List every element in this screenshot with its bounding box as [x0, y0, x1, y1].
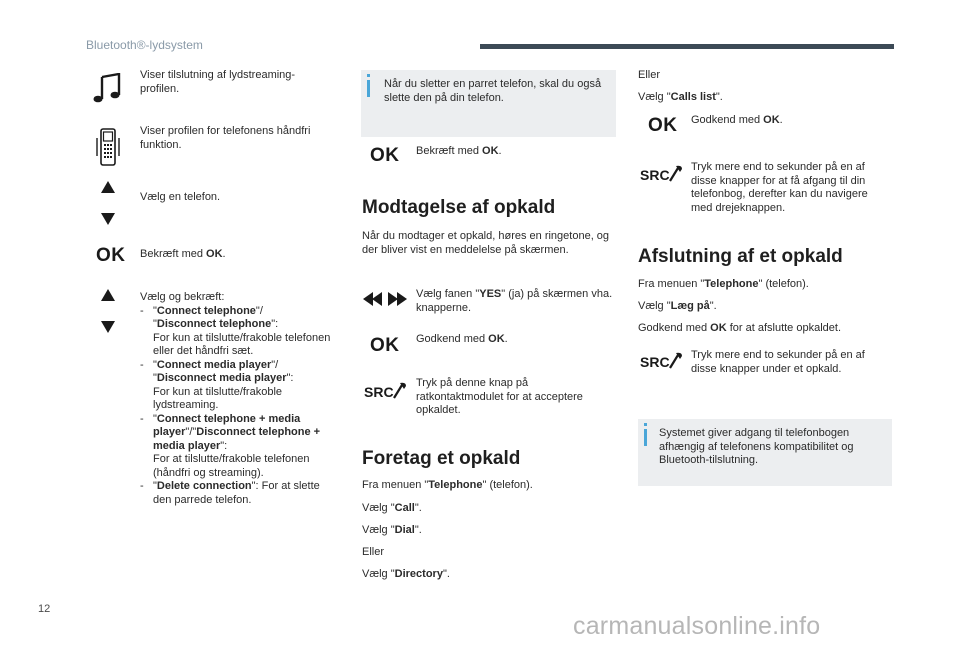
option-connect-telephone-media: - "Connect telephone + media player"/"Disconnect telephone + media player": For at tilslutte/frakoble telefonen (håndfri og streaming). [140, 412, 321, 479]
streaming-profile-text: Viser tilslutning af lydstreaming-profilen. [140, 69, 296, 95]
ok-button-icon-3: OK [370, 335, 400, 356]
heading-receive-call: Modtagelse af opkald [362, 197, 556, 218]
header-bar [480, 44, 894, 49]
left-right-arrows-icon [363, 291, 407, 307]
select-calls-list-text: Vælg "Calls list". [638, 91, 723, 103]
ok-button-icon-4: OK [648, 115, 678, 136]
approve-ok-text: Godkend med OK. [416, 333, 508, 345]
info-icon-bar [367, 80, 370, 97]
src-phonebook-text: Tryk mere end to sekunder på en af disse knapper for at få afgang til din telefonbog, derefter kan du navigere med drejeknappen. [691, 161, 868, 214]
approve-ok-text-2: Godkend med OK. [691, 114, 783, 126]
menu-telephone-text-2: Fra menuen "Telephone" (telefon). [638, 278, 809, 290]
ok-button-icon-2: OK [370, 145, 400, 166]
handsfree-profile-text: Viser profilen for telefonens håndfri funktion. [140, 125, 311, 151]
select-phone-text: Vælg en telefon. [140, 191, 221, 203]
note-delete-phone-text: Når du sletter en parret telefon, skal du også slette den på din telefon. [384, 78, 602, 104]
info-icon-dot [367, 74, 370, 77]
ok-button-icon: OK [96, 245, 126, 266]
info-icon-dot-2 [644, 423, 647, 426]
heading-end-call: Afslutning af et opkald [638, 246, 843, 267]
phone-icon [96, 128, 120, 166]
select-confirm-block [140, 291, 340, 507]
watermark: carmanualsonline.info [573, 612, 821, 640]
music-note-icon [92, 73, 122, 103]
select-directory-text: Vælg "Directory". [362, 568, 450, 580]
or-text: Eller [362, 546, 385, 558]
select-confirm-intro: Vælg og bekræft: [140, 291, 225, 303]
up-down-arrows-icon-2 [100, 288, 116, 334]
confirm-ok-text-2: Bekræft med OK. [416, 145, 502, 157]
src-accept-text: Tryk på denne knap på ratkontaktmodulet for at acceptere opkaldet. [416, 377, 583, 416]
heading-make-call: Foretag et opkald [362, 448, 521, 469]
confirm-ok-text: Bekræft med OK. [140, 248, 226, 260]
receive-call-text: Når du modtager et opkald, høres en ringetone, og der bliver vist en meddelelse på skærmen. [362, 230, 610, 256]
or-text-2: Eller [638, 69, 661, 81]
svg-text:SRC: SRC [640, 354, 670, 370]
info-icon-bar-2 [644, 429, 647, 446]
note-box-compatibility [638, 419, 892, 486]
note-compatibility-text: Systemet giver adgang til telefonbogen afhængig af telefonens kompatibilitet og Bluetooth-tilslutning. [659, 427, 854, 466]
src-phone-icon [364, 380, 408, 402]
end-call-confirm-text: Godkend med OK for at afslutte opkaldet. [638, 322, 842, 334]
section-title: Bluetooth®-lydsystem [86, 38, 203, 52]
option-connect-telephone: - "Connect telephone"/ "Disconnect telephone": For kun at tilslutte/frakoble telefonen eller det håndfri sæt. [140, 304, 331, 357]
svg-text:SRC: SRC [640, 167, 670, 183]
note-box-delete-phone [361, 70, 616, 137]
src-phone-icon-2 [640, 163, 684, 185]
menu-telephone-text: Fra menuen "Telephone" (telefon). [362, 479, 533, 491]
up-down-arrows-icon [100, 180, 116, 226]
option-delete-connection: - "Delete connection": For at slette den parrede telefon. [140, 480, 320, 506]
select-hang-up-text: Vælg "Læg på". [638, 300, 717, 312]
svg-text:SRC: SRC [364, 384, 394, 400]
select-call-text: Vælg "Call". [362, 502, 422, 514]
src-during-call-text: Tryk mere end to sekunder på en af disse knapper under et opkald. [691, 349, 865, 375]
select-dial-text: Vælg "Dial". [362, 524, 422, 536]
option-connect-media-player: - "Connect media player"/ "Disconnect media player": For kun at tilslutte/frakoble lydstreaming. [140, 358, 294, 411]
page-number: 12 [38, 603, 51, 615]
src-phone-icon-3 [640, 350, 684, 372]
select-yes-text: Vælg fanen "YES" (ja) på skærmen vha. knapperne. [416, 288, 613, 314]
